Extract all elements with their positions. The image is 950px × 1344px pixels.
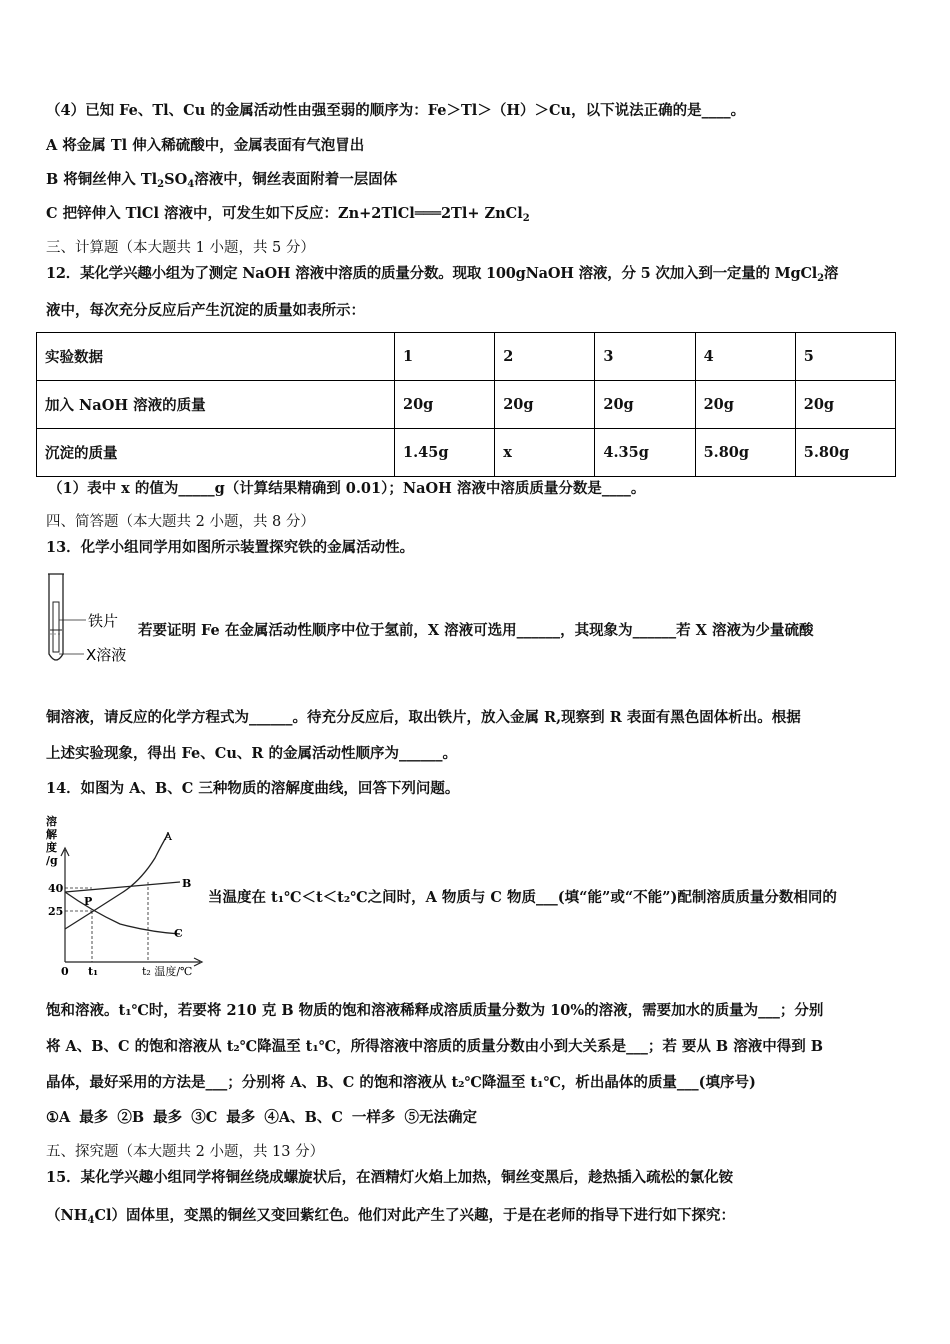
y-axis-label-2: 解 <box>46 828 57 841</box>
x-tick-t1: t₁ <box>88 965 98 978</box>
q11-option-c <box>46 204 530 229</box>
test-tube-icon <box>48 574 86 660</box>
experiment-data-table <box>36 332 896 477</box>
q12-line1 <box>46 264 838 289</box>
table-cell: 实验数据 <box>37 333 395 381</box>
q14-text3: 将 A、B、C 的饱和溶液从 t₂℃降温至 t₁℃，所得溶液中溶质的质量分数由小到大关系是___；若 要从 B 溶液中得到 B <box>46 1038 824 1055</box>
q13-text3: 上述实验现象，得出 Fe、Cu、R 的金属活动性顺序为______。 <box>46 745 457 762</box>
table-cell: 5.80g <box>795 429 895 477</box>
q12-answer: （1）表中 x 的值为_____g（计算结果精确到 0.01）；NaOH 溶液中溶质质量分数是____。 <box>48 480 646 497</box>
q11-option-b-sub1: 2 <box>157 179 165 190</box>
section5-heading: 五、探究题（本大题共 2 小题，共 13 分） <box>46 1144 325 1160</box>
q11-option-b-mid: SO <box>164 171 188 188</box>
x-axis-label: t₂ 温度/℃ <box>142 965 193 978</box>
table-cell: 5 <box>795 333 895 381</box>
x-solution-label: X溶液 <box>86 646 127 664</box>
table-cell: 20g <box>695 381 795 429</box>
table-cell: 沉淀的质量 <box>37 429 395 477</box>
table-cell: 4.35g <box>595 429 695 477</box>
curve-c-label: C <box>174 927 183 940</box>
q12-line2: 液中，每次充分反应后产生沉淀的质量如表所示： <box>46 302 365 319</box>
q11-option-c-pre: C 把锌伸入 TlCl 溶液中，可发生如下反应：Zn+2TlCl <box>46 205 415 222</box>
point-p-label: P <box>84 895 93 908</box>
q15-line1: 15．某化学兴趣小组同学将铜丝绕成螺旋状后，在酒精灯火焰上加热，铜丝变黑后，趁热插入疏松的氯化铵 <box>46 1169 734 1186</box>
table-cell: 加入 NaOH 溶液的质量 <box>37 381 395 429</box>
table-cell: 2 <box>495 333 595 381</box>
q11-option-b-post: 溶液中，铜丝表面附着一层固体 <box>194 171 398 188</box>
table-cell: 1 <box>395 333 495 381</box>
solubility-curve-figure <box>40 812 208 980</box>
table-row <box>37 381 896 429</box>
q13-text2: 铜溶液，请反应的化学方程式为______。待充分反应后，取出铁片，放入金属 R,现察到 R 表面有黑色固体析出。根据 <box>46 709 801 726</box>
q11-4-stem: （4）已知 Fe、Tl、Cu 的金属活动性由强至弱的顺序为：Fe＞Tl＞（H）＞Cu，以下说法正确的是____。 <box>46 102 746 119</box>
q14-text1: 当温度在 t₁℃＜t＜t₂℃之间时，A 物质与 C 物质___(填“能”或“不能”)配制溶质质量分数相同的 <box>208 889 837 906</box>
y-axis-label-1: 溶 <box>46 815 57 828</box>
q12-line1-pre: 12．某化学兴趣小组为了测定 NaOH 溶液中溶质的质量分数。现取 100gNaOH 溶液，分 5 次加入到一定量的 MgCl <box>46 265 818 282</box>
q15-line2-post: Cl）固体里，变黑的铜丝又变回紫红色。他们对此产生了兴趣，于是在老师的指导下进行如下探究： <box>94 1207 735 1224</box>
q15-line2-sub: 4 <box>87 1215 95 1226</box>
q14-text4: 晶体，最好采用的方法是___；分别将 A、B、C 的饱和溶液从 t₂℃降温至 t₁℃，析出晶体的质量___(填序号) <box>46 1074 756 1091</box>
table-cell: 3 <box>595 333 695 381</box>
q15-line2-pre: （NH <box>46 1207 88 1224</box>
q12-line1-post: 溶 <box>823 265 839 282</box>
q13-stem: 13．化学小组同学用如图所示装置探究铁的金属活动性。 <box>46 539 415 556</box>
section4-heading: 四、简答题（本大题共 2 小题，共 8 分） <box>46 514 315 530</box>
test-tube-figure <box>40 570 140 670</box>
y-axis-label-4: /g <box>46 854 58 867</box>
experiment-table-body <box>37 333 896 477</box>
table-cell: 20g <box>495 381 595 429</box>
q11-option-b-sub2: 4 <box>187 179 195 190</box>
y-axis-label-3: 度 <box>46 841 57 854</box>
curve-a <box>65 834 168 929</box>
table-cell: 4 <box>695 333 795 381</box>
q12-line1-sub: 2 <box>817 273 824 284</box>
q14-options: ①A 最多 ②B 最多 ③C 最多 ④A、B、C 一样多 ⑤无法确定 <box>46 1109 477 1126</box>
q14-stem: 14．如图为 A、B、C 三种物质的溶解度曲线，回答下列问题。 <box>46 780 460 797</box>
q13-text1: 若要证明 Fe 在金属活动性顺序中位于氢前，X 溶液可选用______，其现象为______若 X 溶液为少量硫酸 <box>138 622 814 639</box>
q15-line2 <box>46 1206 735 1231</box>
y-tick-40: 40 <box>48 882 64 895</box>
q11-option-b-pre: B 将铜丝伸入 Tl <box>46 171 158 188</box>
iron-sheet-label: 铁片 <box>88 612 119 630</box>
curve-b <box>65 882 180 892</box>
q11-option-b <box>46 170 397 195</box>
q11-option-c-equals: ═══ <box>414 205 441 222</box>
table-row <box>37 333 896 381</box>
table-cell: 20g <box>795 381 895 429</box>
table-row <box>37 429 896 477</box>
curve-c <box>65 892 180 934</box>
q11-option-a: A 将金属 Tl 伸入稀硫酸中，金属表面有气泡冒出 <box>46 137 365 154</box>
table-cell: 20g <box>595 381 695 429</box>
origin-label: 0 <box>61 965 69 978</box>
section3-heading: 三、计算题（本大题共 1 小题，共 5 分） <box>46 240 315 256</box>
q11-option-c-sub: 2 <box>522 213 530 224</box>
curve-b-label: B <box>182 877 192 890</box>
table-cell: 1.45g <box>395 429 495 477</box>
table-cell: 20g <box>395 381 495 429</box>
table-cell: 5.80g <box>695 429 795 477</box>
table-cell: x <box>495 429 595 477</box>
y-tick-25: 25 <box>48 905 64 918</box>
q14-text2: 饱和溶液。t₁℃时，若要将 210 克 B 物质的饱和溶液稀释成溶质质量分数为 10%的溶液，需要加水的质量为___；分别 <box>46 1002 824 1019</box>
q11-option-c-post: 2Tl+ ZnCl <box>440 205 523 222</box>
curve-a-label: A <box>164 830 172 843</box>
